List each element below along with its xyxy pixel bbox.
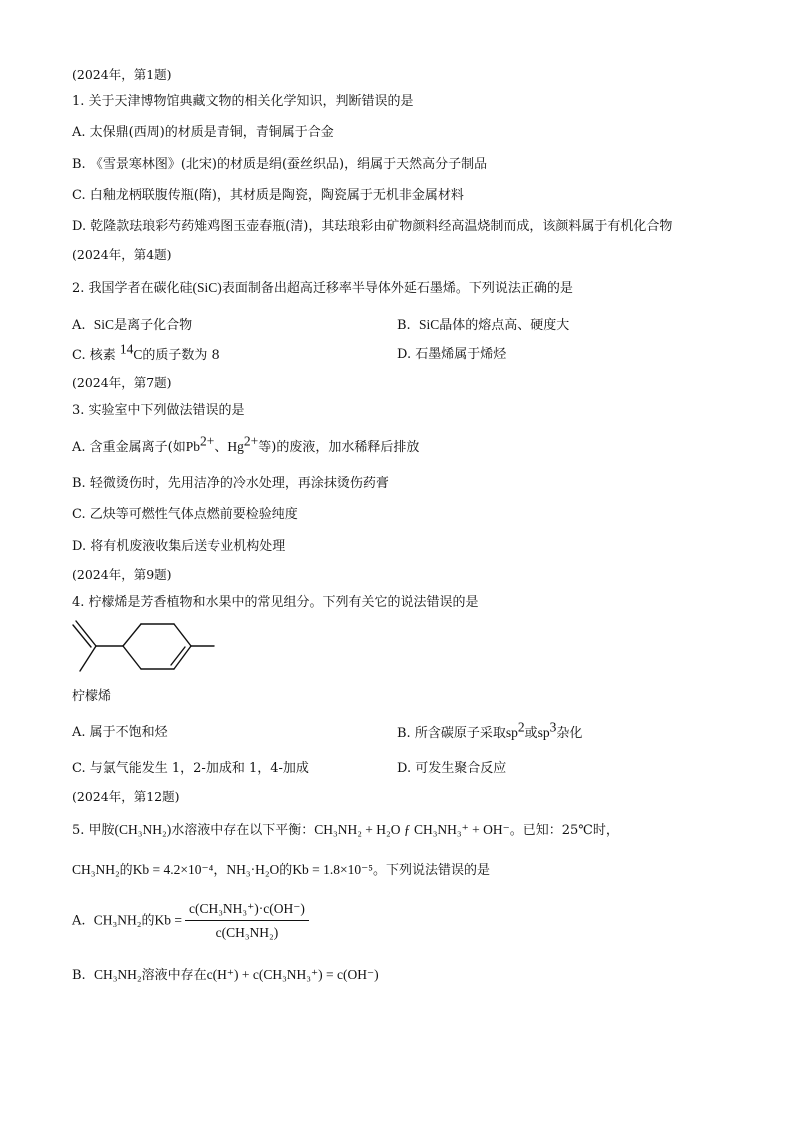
q5-line2-post: 。下列说法错误的是 (373, 863, 491, 878)
q2-b-text: 晶体的熔点高、硬度大 (439, 318, 570, 333)
q4-stem: 4. 柠檬烯是芳香植物和水果中的常见组分。下列有关它的说法错误的是 (72, 595, 479, 610)
q2-a-formula: SiC (93, 317, 115, 332)
q3-a-ion2-charge: 2+ (243, 433, 259, 449)
q5-separator: ， (213, 863, 227, 878)
q4-b-sp2-exp: 2 (517, 719, 525, 735)
q2-option-c (72, 341, 220, 365)
q4-option-a: A. 属于不饱和烃 (72, 725, 168, 740)
q5-equilibrium-equation: CH₃NH₂ + H₂O ƒ CH₃NH₃⁺ + OH⁻ (314, 822, 510, 837)
q5-de-2: 的 (279, 863, 293, 878)
q5-stem-pre: 5. 甲胺 (72, 823, 115, 838)
q1-stem: 1. 关于天津博物馆典藏文物的相关化学知识，判断错误的是 (72, 94, 414, 109)
q4-option-d: D. 可发生聚合反应 (397, 761, 507, 776)
q5-a-denominator: c(CH₃NH₂) (215, 925, 279, 940)
q5-de-1: 的 (119, 863, 133, 878)
q5-a-formula: CH₃NH₂ (93, 912, 142, 928)
q5-methylamine-formula: CH₃NH₂ (72, 862, 120, 877)
q5-kb-methylamine: Kb = 4.2×10⁻⁴ (132, 862, 214, 877)
bond-ring-6 (123, 646, 141, 669)
q5-a-numerator: c(CH₃NH₃⁺)·c(OH⁻) (185, 899, 309, 921)
q3-source-tag: (2024年，第7题) (72, 375, 172, 390)
q4-b-pre: B. 所含碳原子采取 (397, 726, 506, 741)
q5-b-label: B. (72, 968, 86, 983)
q2-c-mass-number: 14 (119, 341, 134, 357)
q5-b-text: 溶液中存在 (141, 968, 207, 983)
q5-kb-ammonia: Kb = 1.8×10⁻⁵ (292, 862, 373, 877)
q3-a-ion1: Pb (185, 439, 200, 454)
q2-a-text: 是离子化合物 (114, 318, 193, 333)
q1-option-b: B. 《雪景寒林图》(北宋)的材质是绢(蚕丝织品)，绢属于天然高分子制品 (72, 157, 488, 172)
q5-b-charge-balance: c(H⁺) + c(CH₃NH₃⁺) = c(OH⁻) (206, 967, 379, 982)
limonene-structure-diagram (68, 616, 218, 676)
q3-option-c: C. 乙炔等可燃性气体点燃前要检验纯度 (72, 507, 298, 522)
q5-stem-mid: 水溶液中存在以下平衡： (171, 823, 315, 838)
q2-source-tag: (2024年，第4题) (72, 247, 172, 262)
q5-given-constants (72, 861, 490, 880)
q2-option-a (72, 316, 192, 335)
q5-stem (72, 821, 619, 840)
q3-a-ion1-charge: 2+ (200, 433, 215, 449)
q3-a-pre: A. 含重金属离子(如 (72, 440, 186, 455)
q5-a-label: A. (72, 913, 86, 929)
q2-stem-formula: (SiC) (192, 280, 222, 295)
q5-source-tag: (2024年，第12题) (72, 789, 180, 804)
q5-a-fraction (185, 899, 309, 943)
q4-option-c: C. 与氯气能发生 1，2-加成和 1，4-加成 (72, 761, 309, 776)
q1-option-a: A. 太保鼎(西周)的材质是青铜，青铜属于合金 (72, 125, 334, 140)
q5-a-de: 的 (141, 913, 155, 929)
q4-b-post: 杂化 (556, 726, 583, 741)
q4-source-tag: (2024年，第9题) (72, 567, 172, 582)
q2-b-label: B. (397, 318, 411, 333)
q5-stem-post: 。已知：25℃时， (509, 823, 619, 838)
bond-vinyl-double (76, 621, 96, 646)
bond-ring-3 (174, 624, 191, 646)
q1-option-d: D. 乾隆款珐琅彩芍药雉鸡图玉壶春瓶(清)，其珐琅彩由矿物颜料经高温烧制而成，该颜料属于有机化合物 (72, 219, 673, 234)
q3-a-post: 等)的废液，加水稀释后排放 (258, 440, 420, 455)
q5-a-kb: Kb = (154, 912, 182, 928)
q3-stem: 3. 实验室中下列做法错误的是 (72, 403, 245, 418)
q5-option-b (72, 966, 379, 985)
q2-stem (72, 279, 573, 298)
q2-stem-pre: 2. 我国学者在碳化硅 (72, 281, 193, 296)
q5-stem-formula: (CH₃NH₂) (114, 822, 172, 837)
q2-c-pre: C. 核素 (72, 348, 116, 363)
q4-option-b (397, 719, 583, 743)
q5-b-formula: CH₃NH₂ (93, 967, 142, 982)
bond-methyl-left (80, 646, 96, 671)
bond-ring-1 (123, 624, 141, 646)
q4-structure-caption: 柠檬烯 (72, 689, 112, 704)
q3-option-d: D. 将有机废液收集后送专业机构处理 (72, 539, 286, 554)
q2-stem-post: 表面制备出超高迁移率半导体外延石墨烯。下列说法正确的是 (221, 281, 573, 296)
q3-option-b: B. 轻微烫伤时，先用洁净的冷水处理，再涂抹烫伤药膏 (72, 476, 389, 491)
q5-ammonia-hydrate-formula: NH₃·H₂O (226, 862, 280, 877)
q3-a-sep: 、 (214, 440, 228, 455)
q1-source-tag: (2024年，第1题) (72, 67, 172, 82)
q4-b-sp3: sp (537, 725, 550, 740)
q3-option-a (72, 433, 420, 457)
q1-option-c: C. 白釉龙柄联腹传瓶(隋)，其材质是陶瓷，陶瓷属于无机非金属材料 (72, 188, 464, 203)
q2-c-post: 的质子数为 8 (142, 348, 220, 363)
q4-b-or: 或 (524, 726, 538, 741)
q5-option-a (72, 899, 309, 943)
q2-option-b (397, 316, 569, 335)
q2-a-label: A. (72, 318, 86, 333)
q2-b-formula: SiC (418, 317, 440, 332)
q2-c-element: C (133, 347, 143, 362)
q2-option-d: D. 石墨烯属于烯烃 (397, 347, 507, 362)
q3-a-ion2: Hg (227, 439, 244, 454)
q4-b-sp2: sp (505, 725, 518, 740)
q4-b-sp3-exp: 3 (549, 719, 557, 735)
